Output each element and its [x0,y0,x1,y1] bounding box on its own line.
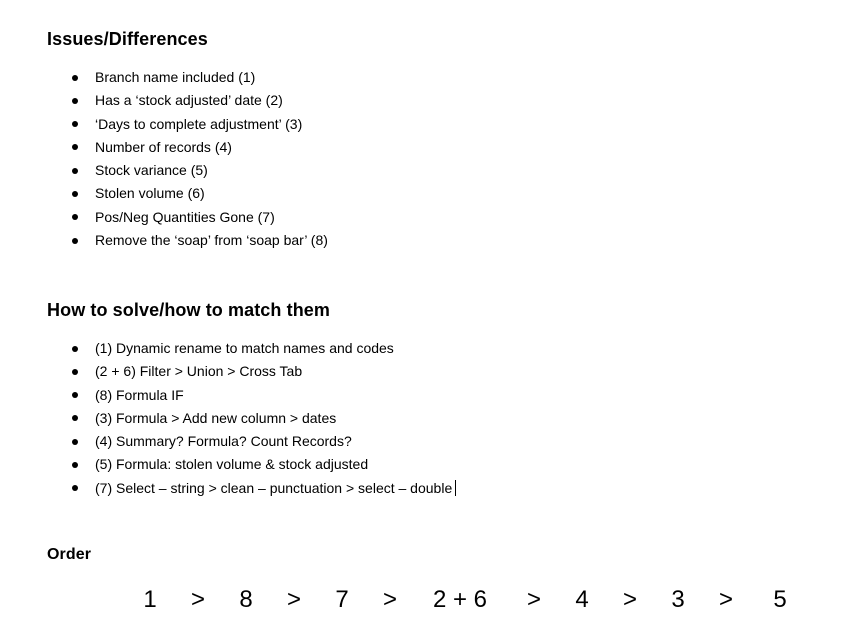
list-item [0,229,328,252]
bullet-icon [72,168,78,174]
bullet-icon [72,75,78,81]
list-item [0,66,328,89]
list-item [0,89,328,112]
issue-text: Pos/Neg Quantities Gone (7) [95,208,275,225]
bullet-icon [72,214,78,220]
bullet-icon [72,392,78,398]
issue-text: Stock variance (5) [95,162,208,179]
issue-text: Branch name included (1) [95,69,256,85]
order-separator: > [286,586,302,613]
list-item [0,477,456,500]
solutions-heading: How to solve/how to match them [47,300,331,320]
order-step: 7 [335,586,349,613]
issue-text: Remove the ‘soap’ from ‘soap bar’ (8) [95,232,328,249]
order-step: 2 + 6 [432,586,488,613]
solution-text: (7) Select – string > clean – punctuation > select – double [95,479,453,496]
bullet-icon [72,462,78,468]
list-item [0,337,456,360]
order-sequence [0,584,846,616]
solution-text: (3) Formula > Add new column > dates [95,409,337,426]
solution-text: (1) Dynamic rename to match names and codes [95,340,394,356]
list-item [0,182,328,205]
list-item [0,136,328,159]
bullet-icon [72,346,78,352]
solution-text: (5) Formula: stolen volume & stock adjusted [95,456,369,473]
list-item [0,384,456,407]
issue-text: ‘Days to complete adjustment’ (3) [95,115,303,132]
bullet-icon [72,369,78,375]
order-separator: > [382,586,398,613]
issues-heading: Issues/Differences [47,29,208,49]
bullet-icon [72,98,78,104]
issue-text: Has a ‘stock adjusted’ date (2) [95,92,283,109]
solution-text: (8) Formula IF [95,386,184,403]
text-cursor [455,480,456,496]
bullet-icon [72,485,78,491]
bullet-icon [72,121,78,127]
list-item [0,453,456,476]
order-step: 5 [773,586,787,613]
bullet-icon [72,191,78,197]
solution-text: (2 + 6) Filter > Union > Cross Tab [95,363,303,380]
bullet-icon [72,144,78,150]
list-item [0,113,328,136]
list-item [0,430,456,453]
order-step: 4 [575,586,589,613]
order-step: 1 [143,586,157,613]
solutions-list [0,337,456,500]
solution-text: (4) Summary? Formula? Count Records? [95,433,352,450]
issue-text: Number of records (4) [95,138,232,155]
order-separator: > [718,586,734,613]
list-item [0,159,328,182]
order-heading: Order [47,546,92,563]
list-item [0,206,328,229]
bullet-icon [72,415,78,421]
order-separator: > [526,586,542,613]
bullet-icon [72,439,78,445]
order-step: 3 [671,586,685,613]
order-separator: > [190,586,206,613]
issue-text: Stolen volume (6) [95,185,205,202]
bullet-icon [72,238,78,244]
order-separator: > [622,586,638,613]
list-item [0,407,456,430]
order-step: 8 [239,586,253,613]
issues-list [0,66,328,252]
list-item [0,360,456,383]
